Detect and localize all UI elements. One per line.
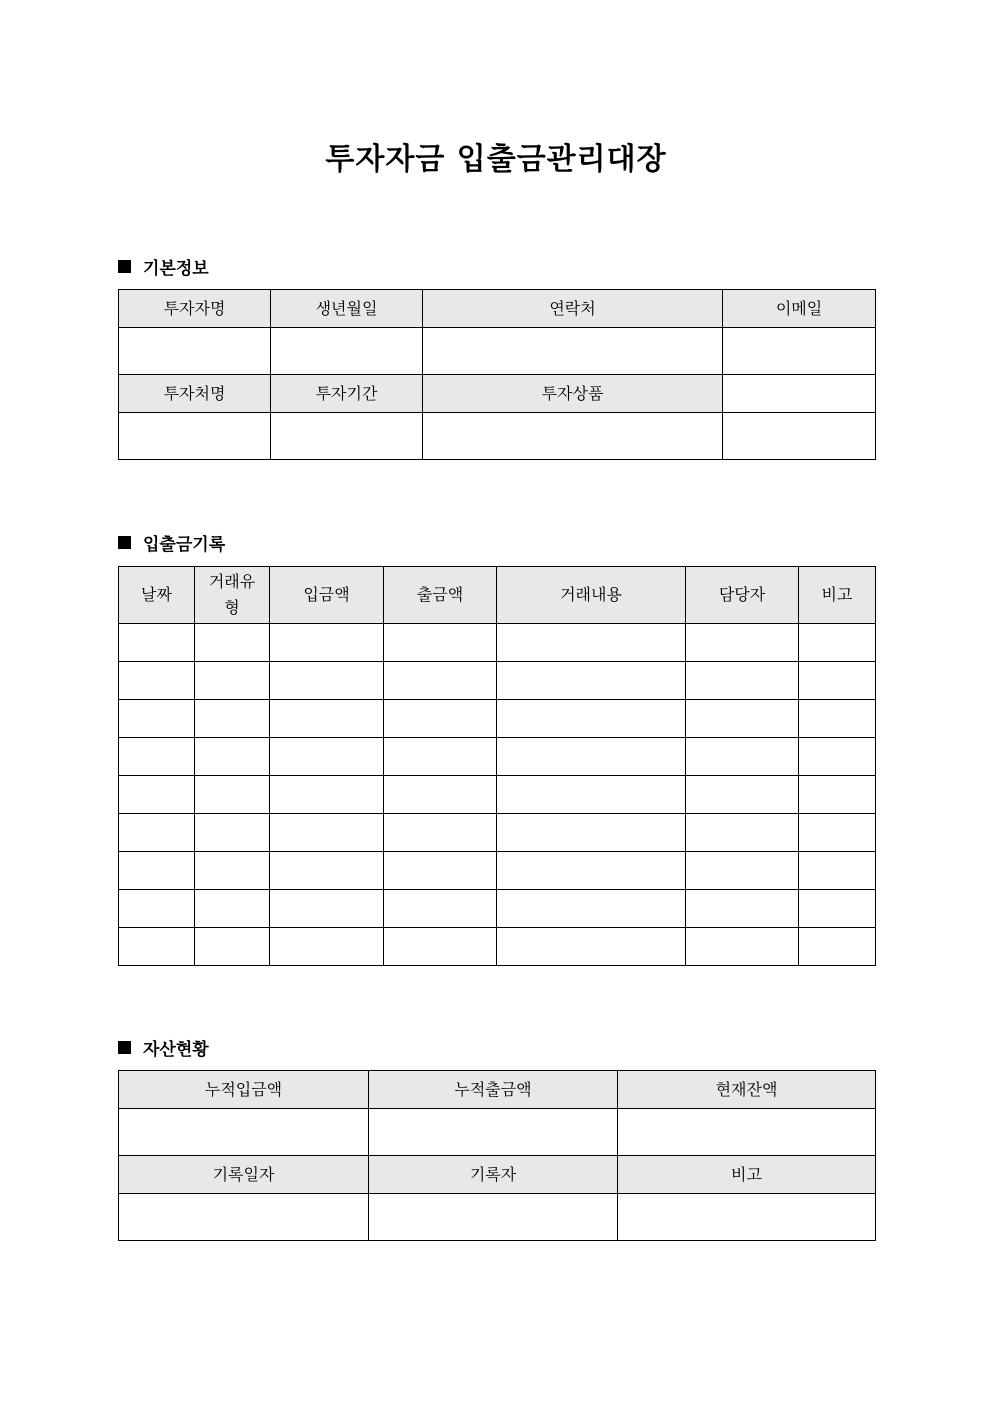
header-record-date: 기록일자 (119, 1156, 369, 1194)
remarks-cell[interactable] (799, 738, 876, 776)
remarks-cell[interactable] (799, 814, 876, 852)
square-bullet-icon (118, 1041, 131, 1054)
description-cell[interactable] (497, 890, 686, 928)
transactions-body (119, 624, 876, 966)
investor-name-field[interactable] (119, 328, 271, 375)
manager-cell[interactable] (686, 624, 799, 662)
blank-field[interactable] (723, 413, 876, 460)
header-manager: 담당자 (686, 567, 799, 624)
header-contact: 연락처 (423, 290, 723, 328)
remarks-cell[interactable] (799, 662, 876, 700)
withdrawal-cell[interactable] (384, 738, 497, 776)
description-cell[interactable] (497, 700, 686, 738)
date-cell[interactable] (119, 928, 195, 966)
assets-table (118, 1070, 876, 1241)
transaction-type-cell[interactable] (195, 700, 270, 738)
description-cell[interactable] (497, 852, 686, 890)
description-cell[interactable] (497, 624, 686, 662)
withdrawal-cell[interactable] (384, 852, 497, 890)
remarks-cell[interactable] (799, 890, 876, 928)
transaction-type-cell[interactable] (195, 814, 270, 852)
table-row (119, 814, 876, 852)
date-cell[interactable] (119, 624, 195, 662)
manager-cell[interactable] (686, 928, 799, 966)
header-remarks: 비고 (618, 1156, 876, 1194)
description-cell[interactable] (497, 738, 686, 776)
transaction-type-cell[interactable] (195, 662, 270, 700)
description-cell[interactable] (497, 662, 686, 700)
basic-info-table (118, 289, 876, 460)
header-cumulative-deposit: 누적입금액 (119, 1071, 369, 1109)
remarks-cell[interactable] (799, 852, 876, 890)
remarks-cell[interactable] (799, 624, 876, 662)
header-deposit: 입금액 (270, 567, 384, 624)
remarks-field[interactable] (618, 1194, 876, 1241)
deposit-cell[interactable] (270, 814, 384, 852)
contact-field[interactable] (423, 328, 723, 375)
withdrawal-cell[interactable] (384, 890, 497, 928)
section-heading-transactions (118, 530, 225, 555)
description-cell[interactable] (497, 814, 686, 852)
manager-cell[interactable] (686, 776, 799, 814)
investment-period-field[interactable] (271, 413, 423, 460)
header-date: 날짜 (119, 567, 195, 624)
table-row (119, 890, 876, 928)
deposit-cell[interactable] (270, 700, 384, 738)
date-cell[interactable] (119, 814, 195, 852)
withdrawal-cell[interactable] (384, 928, 497, 966)
email-field[interactable] (723, 328, 876, 375)
deposit-cell[interactable] (270, 624, 384, 662)
section-title: 입출금기록 (143, 535, 226, 555)
section-title: 자산현황 (143, 1040, 209, 1060)
header-investment-product: 투자상품 (423, 375, 723, 413)
withdrawal-cell[interactable] (384, 776, 497, 814)
current-balance-field[interactable] (618, 1109, 876, 1156)
manager-cell[interactable] (686, 662, 799, 700)
remarks-cell[interactable] (799, 700, 876, 738)
date-cell[interactable] (119, 738, 195, 776)
table-row (119, 852, 876, 890)
header-investee-name: 투자처명 (119, 375, 271, 413)
transaction-type-cell[interactable] (195, 852, 270, 890)
investment-product-field[interactable] (423, 413, 723, 460)
date-cell[interactable] (119, 776, 195, 814)
table-row (119, 624, 876, 662)
investee-name-field[interactable] (119, 413, 271, 460)
transaction-type-cell[interactable] (195, 890, 270, 928)
withdrawal-cell[interactable] (384, 624, 497, 662)
deposit-cell[interactable] (270, 852, 384, 890)
square-bullet-icon (118, 260, 131, 273)
transaction-type-cell[interactable] (195, 624, 270, 662)
deposit-cell[interactable] (270, 662, 384, 700)
header-birthdate: 생년월일 (271, 290, 423, 328)
section-heading-assets (118, 1035, 209, 1060)
header-email: 이메일 (723, 290, 876, 328)
table-row (119, 738, 876, 776)
table-row (119, 662, 876, 700)
header-investment-period: 투자기간 (271, 375, 423, 413)
cumulative-withdrawal-field[interactable] (369, 1109, 618, 1156)
header-cumulative-withdrawal: 누적출금액 (369, 1071, 618, 1109)
description-cell[interactable] (497, 928, 686, 966)
manager-cell[interactable] (686, 852, 799, 890)
date-cell[interactable] (119, 700, 195, 738)
date-cell[interactable] (119, 662, 195, 700)
transactions-table (118, 566, 876, 966)
table-row (119, 700, 876, 738)
header-description: 거래내용 (497, 567, 686, 624)
section-heading-basic-info (118, 254, 209, 279)
manager-cell[interactable] (686, 814, 799, 852)
blank-cell[interactable] (723, 375, 876, 413)
header-recorder: 기록자 (369, 1156, 618, 1194)
date-cell[interactable] (119, 890, 195, 928)
header-withdrawal: 출금액 (384, 567, 497, 624)
birthdate-field[interactable] (271, 328, 423, 375)
manager-cell[interactable] (686, 700, 799, 738)
deposit-cell[interactable] (270, 890, 384, 928)
withdrawal-cell[interactable] (384, 662, 497, 700)
header-transaction-type: 거래유형 (195, 567, 270, 624)
recorder-field[interactable] (369, 1194, 618, 1241)
deposit-cell[interactable] (270, 738, 384, 776)
table-row (119, 776, 876, 814)
manager-cell[interactable] (686, 890, 799, 928)
date-cell[interactable] (119, 852, 195, 890)
transaction-type-cell[interactable] (195, 738, 270, 776)
withdrawal-cell[interactable] (384, 814, 497, 852)
withdrawal-cell[interactable] (384, 700, 497, 738)
remarks-cell[interactable] (799, 928, 876, 966)
cumulative-deposit-field[interactable] (119, 1109, 369, 1156)
deposit-cell[interactable] (270, 928, 384, 966)
transaction-type-cell[interactable] (195, 776, 270, 814)
square-bullet-icon (118, 536, 131, 549)
header-remarks: 비고 (799, 567, 876, 624)
record-date-field[interactable] (119, 1194, 369, 1241)
deposit-cell[interactable] (270, 776, 384, 814)
header-current-balance: 현재잔액 (618, 1071, 876, 1109)
remarks-cell[interactable] (799, 776, 876, 814)
transaction-type-cell[interactable] (195, 928, 270, 966)
section-title: 기본정보 (143, 259, 209, 279)
description-cell[interactable] (497, 776, 686, 814)
table-row (119, 928, 876, 966)
header-investor-name: 투자자명 (119, 290, 271, 328)
manager-cell[interactable] (686, 738, 799, 776)
page-title: 투자자금 입출금관리대장 (325, 142, 667, 177)
